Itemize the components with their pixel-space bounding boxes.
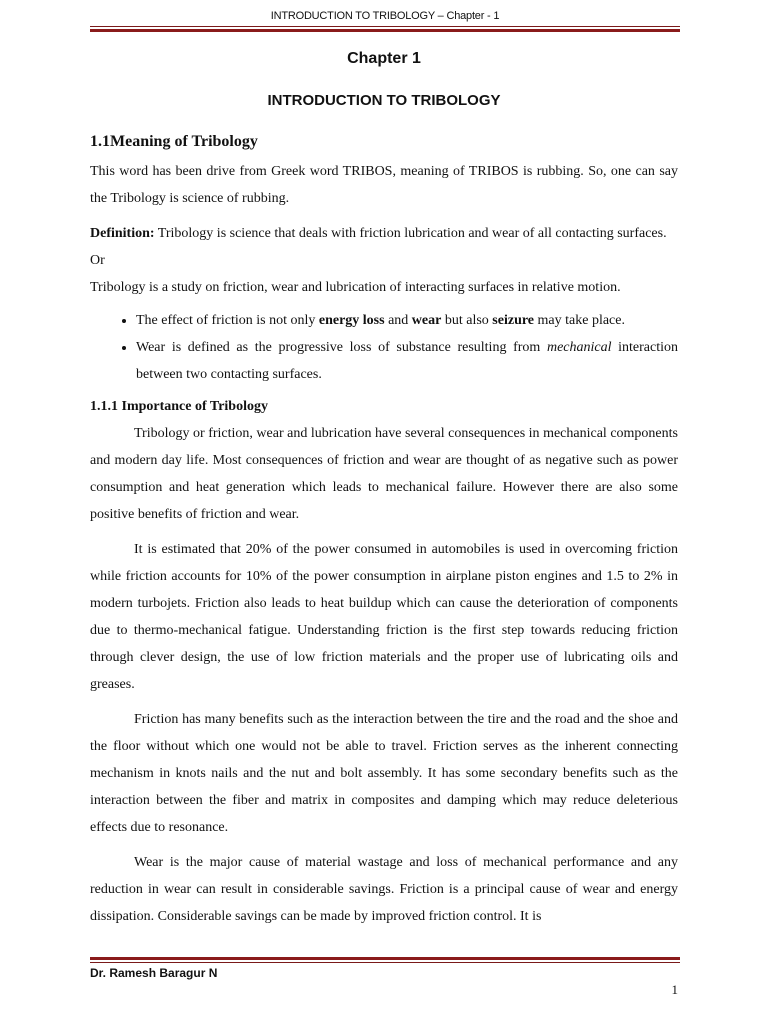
intro-paragraph: This word has been drive from Greek word TRIBOS, meaning of TRIBOS is rubbing. So, one can say the Tribology is science of rubbing. [90, 164, 678, 206]
or-text: Or [90, 253, 105, 268]
header-rule-thick [90, 29, 680, 32]
header-rule-thin [90, 26, 680, 27]
page-number: 1 [671, 982, 678, 997]
footer-rule-thick [90, 957, 680, 960]
running-header: INTRODUCTION TO TRIBOLOGY – Chapter - 1 [270, 10, 500, 22]
alt-definition: Tribology is a study on friction, wear and lubrication of interacting surfaces in relative motion. [90, 280, 621, 295]
importance-paragraph-1: Tribology or friction, wear and lubrication have several consequences in mechanical components and modern day life. Most consequences of friction and wear are thought of as negative such as power consumption and heat generation which leads to mechanical failure. However there are also some positive benefits of friction and wear. [90, 426, 678, 522]
body-text [90, 130, 678, 930]
footer-author: Dr. Ramesh Baragur N [90, 966, 218, 980]
footer-rule-thin [90, 962, 680, 963]
section-heading-1-1: 1.1Meaning of Tribology [90, 133, 258, 150]
importance-paragraph-2: It is estimated that 20% of the power consumed in automobiles is used in overcoming friction while friction accounts for 10% of the power consumption in airplane piston engines and 1.5 to 2% in modern turbojets. Friction also leads to heat buildup which can cause the deterioration of components due to thermo-mechanical fatigue. Understanding friction is the first step towards reducing friction through clever design, the use of low friction materials and the proper use of lubricating oils and greases. [90, 542, 678, 692]
definition-paragraph [90, 220, 678, 247]
chapter-label: Chapter 1 [347, 50, 421, 67]
importance-paragraph-3: Friction has many benefits such as the interaction between the tire and the road and the shoe and the floor without which one would not be able to travel. Friction serves as the inherent connecting mechanism in knots nails and the nut and bolt assembly. It has some secondary benefits such as the interaction between the fiber and matrix in composites and damping which may reduce deleterious effects due to resonance. [90, 712, 678, 835]
definition-label: Definition: [90, 226, 155, 241]
chapter-title: INTRODUCTION TO TRIBOLOGY [267, 92, 501, 109]
bullet-list [90, 307, 678, 388]
list-item: • The effect of friction is not only energy loss and wear but also seizure may take place. [136, 307, 678, 334]
definition-text: Tribology is science that deals with friction lubrication and wear of all contacting surfaces. [154, 226, 667, 241]
list-item: • Wear is defined as the progressive loss of substance resulting from mechanical interaction between two contacting surfaces. [136, 334, 678, 388]
section-heading-1-1-1: 1.1.1 Importance of Tribology [90, 399, 268, 414]
importance-paragraph-4: Wear is the major cause of material wastage and loss of mechanical performance and any reduction in wear can result in considerable savings. Friction is a principal cause of wear and energy dissipation. Considerable savings can be made by improved friction control. It is [90, 855, 678, 924]
